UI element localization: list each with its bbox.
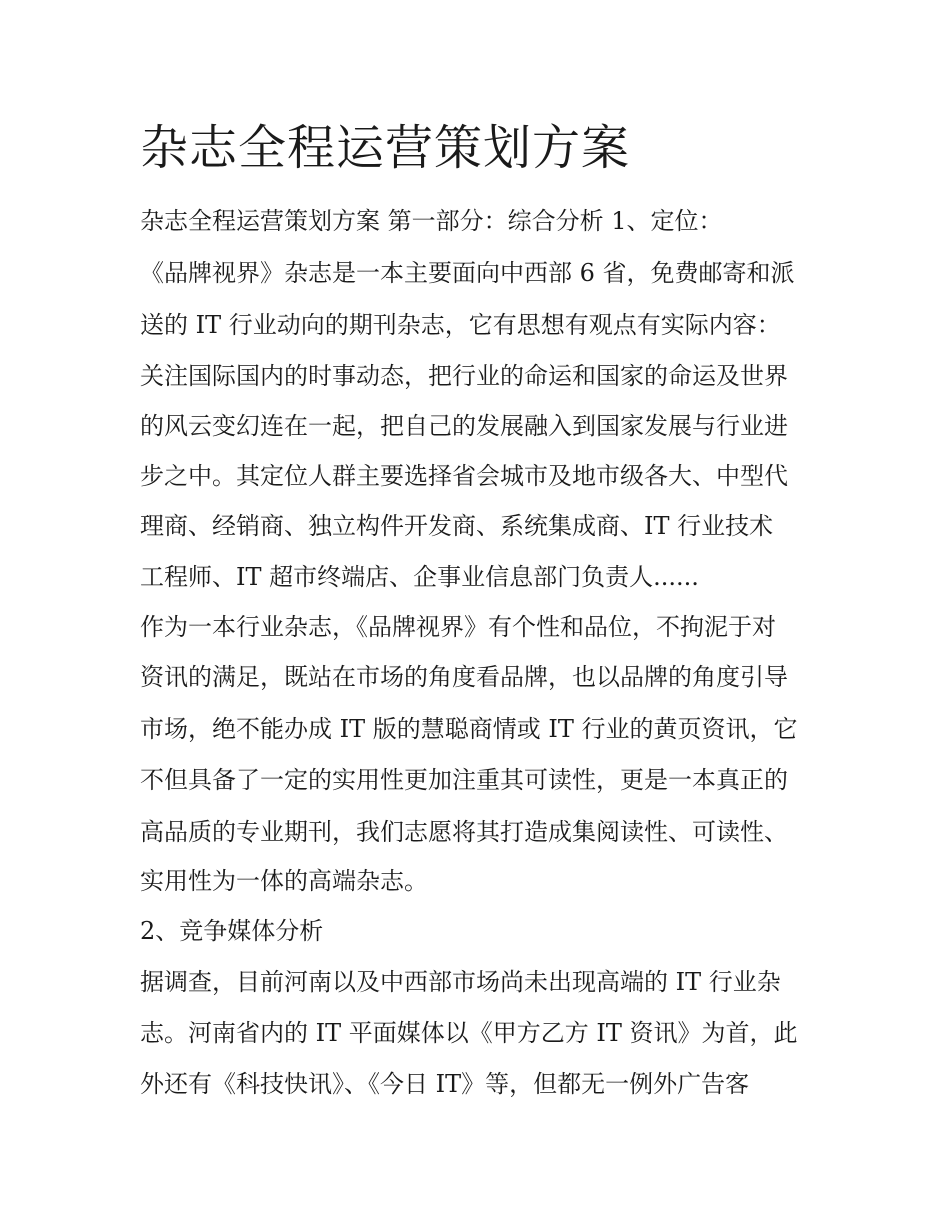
document-title: 杂志全程运营策划方案	[140, 120, 631, 176]
body-line: 步之中。其定位人群主要选择省会城市及地市级各大、中型代	[140, 462, 788, 490]
body-line: 市场，绝不能办成 IT 版的慧聪商情或 IT 行业的黄页资讯，它	[140, 715, 798, 743]
body-line: 送的 IT 行业动向的期刊杂志，它有思想有观点有实际内容：	[140, 311, 781, 339]
body-line: 的风云变幻连在一起，把自己的发展融入到国家发展与行业进	[140, 412, 788, 440]
body-line: 实用性为一体的高端杂志。	[140, 867, 428, 895]
section-heading: 2、竞争媒体分析	[140, 917, 324, 945]
body-line: 《品牌视界》杂志是一本主要面向中西部 6 省，免费邮寄和派	[140, 259, 795, 287]
body-line: 不但具备了一定的实用性更加注重其可读性，更是一本真正的	[140, 766, 788, 794]
body-line: 理商、经销商、独立构件开发商、系统集成商、IT 行业技术	[140, 512, 774, 540]
body-line: 作为一本行业杂志，《品牌视界》有个性和品位，不拘泥于对	[140, 613, 776, 641]
body-line: 据调查，目前河南以及中西部市场尚未出现高端的 IT 行业杂	[140, 968, 781, 996]
body-line: 高品质的专业期刊，我们志愿将其打造成集阅读性、可读性、	[140, 818, 788, 846]
body-line: 志。河南省内的 IT 平面媒体以《甲方乙方 IT 资讯》为首，此	[140, 1019, 798, 1047]
body-line: 资讯的满足，既站在市场的角度看品牌，也以品牌的角度引导	[140, 663, 788, 691]
body-line: 工程师、IT 超市终端店、企事业信息部门负责人......	[140, 563, 699, 591]
body-line: 关注国际国内的时事动态，把行业的命运和国家的命运及世界	[140, 362, 788, 390]
body-line: 杂志全程运营策划方案 第一部分：综合分析 1、定位：	[140, 207, 723, 235]
body-line: 外还有《科技快讯》、《今日 IT》等，但都无一例外广告客	[140, 1070, 750, 1098]
